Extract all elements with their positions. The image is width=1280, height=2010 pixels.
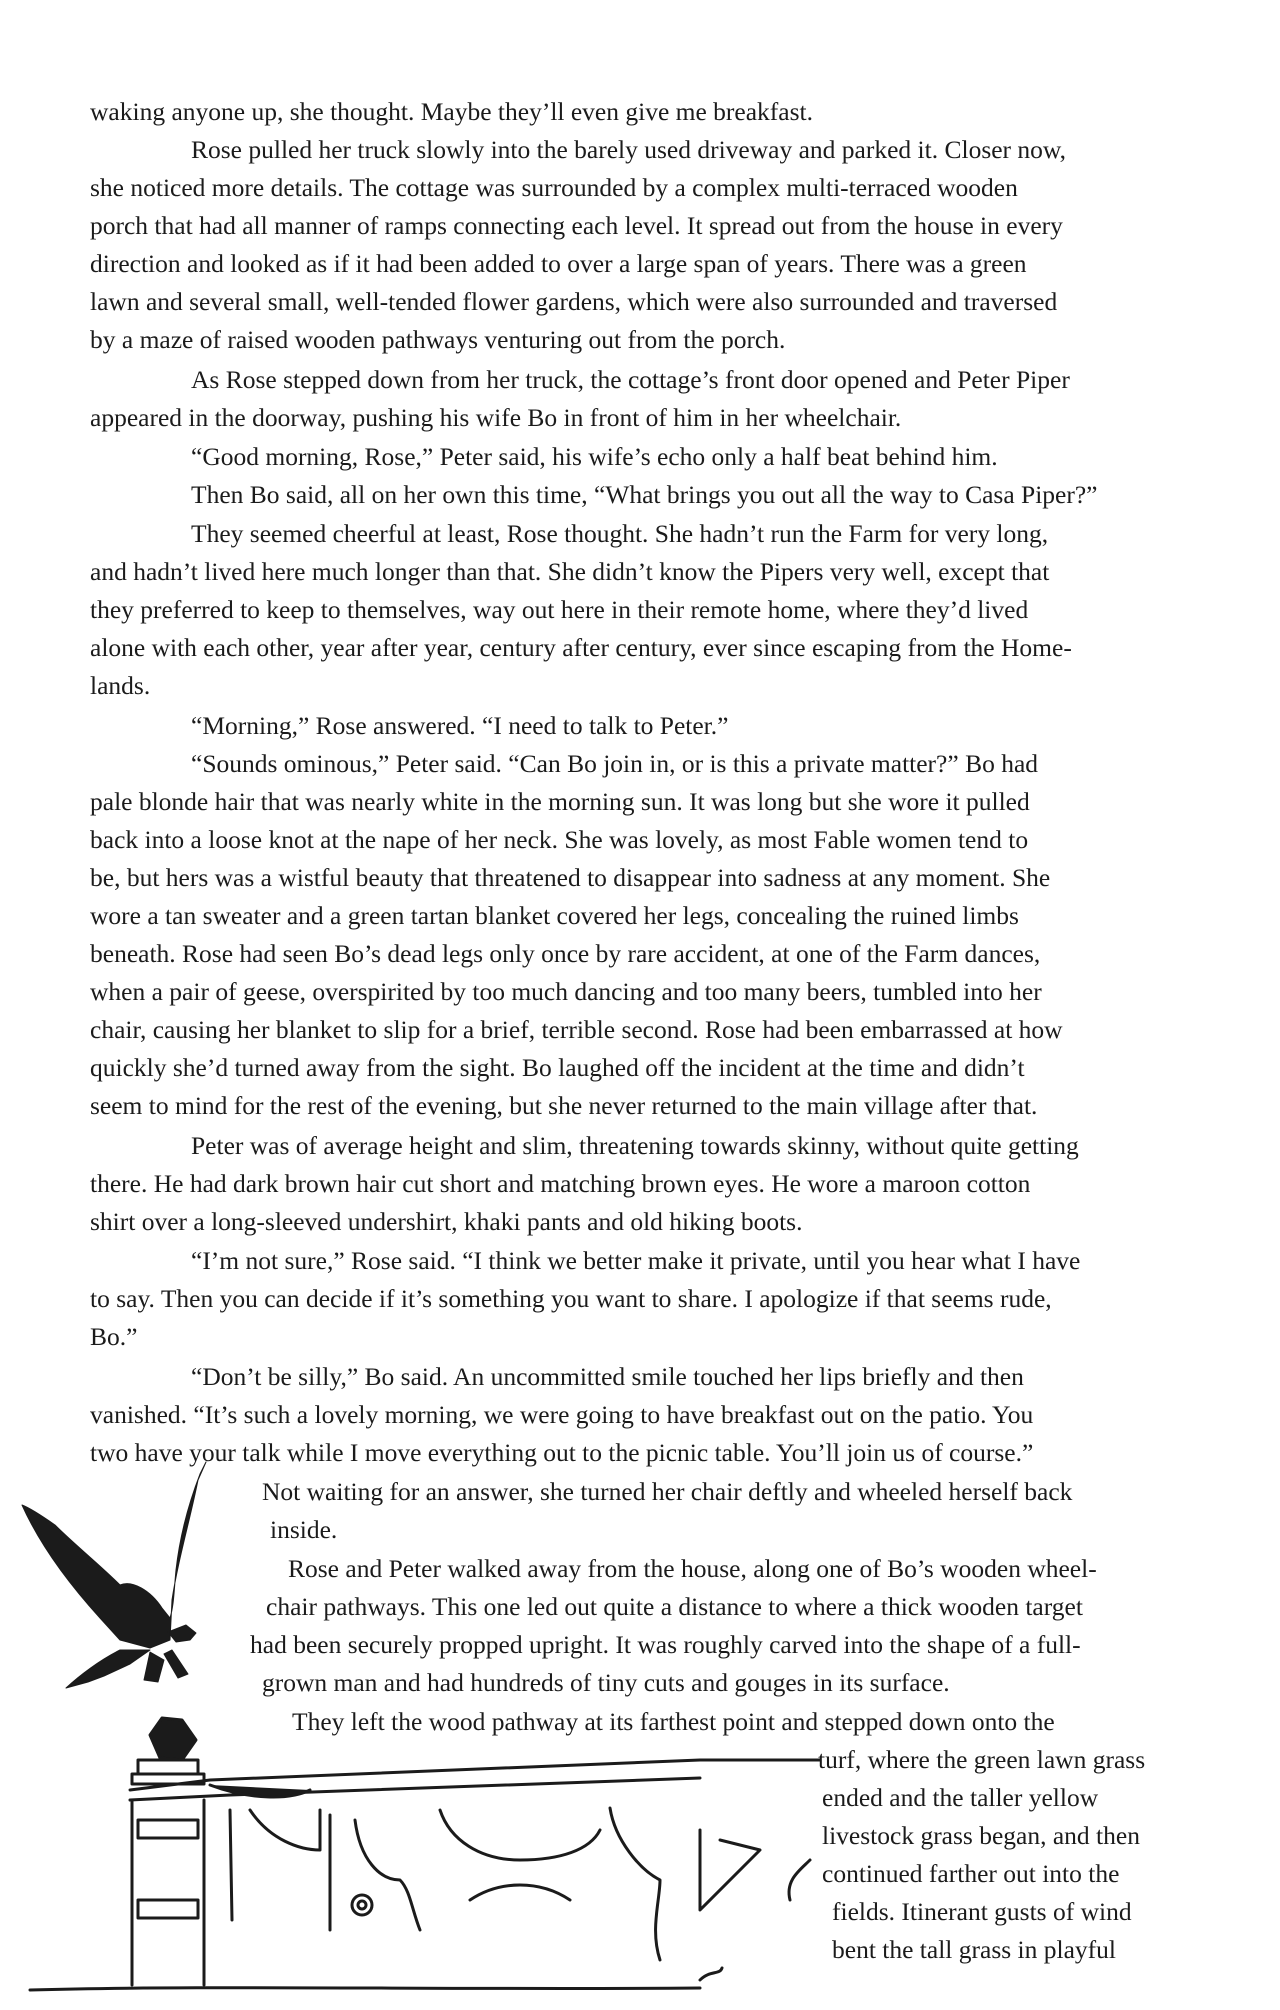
text-line: vanished. “It’s such a lovely morning, we were going to have breakfast out on the patio. You xyxy=(90,1400,1034,1429)
text-line: pale blonde hair that was nearly white in the morning sun. It was long but she wore it pulled xyxy=(90,787,1030,816)
text-line: Rose pulled her truck slowly into the barely used driveway and parked it. Closer now, xyxy=(191,135,1067,164)
text-line: Peter was of average height and slim, threatening towards skinny, without quite getting xyxy=(191,1131,1079,1160)
text-line: there. He had dark brown hair cut short and matching brown eyes. He wore a maroon cotton xyxy=(90,1169,1031,1198)
text-line: “Good morning, Rose,” Peter said, his wife’s echo only a half beat behind him. xyxy=(191,442,998,471)
text-line: lawn and several small, well-tended flower gardens, which were also surrounded and traversed xyxy=(90,287,1058,316)
text-line: As Rose stepped down from her truck, the cottage’s front door opened and Peter Piper xyxy=(191,365,1070,394)
text-line: Rose and Peter walked away from the house, along one of Bo’s wooden wheel- xyxy=(288,1554,1097,1583)
text-line: Bo.” xyxy=(90,1322,138,1351)
text-line: “Morning,” Rose answered. “I need to talk to Peter.” xyxy=(191,711,729,740)
text-line: they preferred to keep to themselves, way out here in their remote home, where they’d lived xyxy=(90,595,1029,624)
text-line: by a maze of raised wooden pathways venturing out from the porch. xyxy=(90,325,786,354)
porch-railing-icon xyxy=(30,1718,820,1990)
text-line: porch that had all manner of ramps connecting each level. It spread out from the house in every xyxy=(90,211,1063,240)
text-line: “I’m not sure,” Rose said. “I think we better make it private, until you hear what I have xyxy=(191,1246,1081,1275)
text-line: continued farther out into the xyxy=(822,1859,1120,1888)
text-line: grown man and had hundreds of tiny cuts and gouges in its surface. xyxy=(262,1668,950,1697)
text-line: quickly she’d turned away from the sight. Bo laughed off the incident at the time and didn’t xyxy=(90,1053,1025,1082)
text-line: two have your talk while I move everything out to the picnic table. You’ll join us of course.” xyxy=(90,1438,1034,1467)
text-line: fields. Itinerant gusts of wind xyxy=(832,1897,1132,1926)
text-line: “Sounds ominous,” Peter said. “Can Bo join in, or is this a private matter?” Bo had xyxy=(191,749,1039,778)
text-line: seem to mind for the rest of the evening, but she never returned to the main village after that. xyxy=(90,1091,1038,1120)
raven-railing-illustration xyxy=(0,1455,1280,2010)
text-line: bent the tall grass in playful xyxy=(832,1935,1116,1964)
text-line: livestock grass began, and then xyxy=(822,1821,1140,1850)
text-line: ended and the taller yellow xyxy=(822,1783,1099,1812)
text-line: she noticed more details. The cottage was surrounded by a complex multi-terraced wooden xyxy=(90,173,1018,202)
text-line: alone with each other, year after year, century after century, ever since escaping from the Home- xyxy=(90,633,1072,662)
text-line: waking anyone up, she thought. Maybe they’ll even give me breakfast. xyxy=(90,97,814,126)
raven-icon xyxy=(22,1462,206,1688)
text-line: chair, causing her blanket to slip for a brief, terrible second. Rose had been embarrassed at how xyxy=(90,1015,1063,1044)
text-line: chair pathways. This one led out quite a distance to where a thick wooden target xyxy=(266,1592,1083,1621)
text-line: They left the wood pathway at its farthest point and stepped down onto the xyxy=(292,1707,1055,1736)
text-line: and hadn’t lived here much longer than that. She didn’t know the Pipers very well, except that xyxy=(90,557,1050,586)
text-line: appeared in the doorway, pushing his wife Bo in front of him in her wheelchair. xyxy=(90,403,902,432)
text-line: when a pair of geese, overspirited by too much dancing and too many beers, tumbled into her xyxy=(90,977,1042,1006)
text-line: Not waiting for an answer, she turned her chair deftly and wheeled herself back xyxy=(262,1477,1073,1506)
text-line: be, but hers was a wistful beauty that threatened to disappear into sadness at any moment. She xyxy=(90,863,1051,892)
text-line: lands. xyxy=(90,671,151,700)
text-line: had been securely propped upright. It was roughly carved into the shape of a full- xyxy=(250,1630,1081,1659)
text-line: inside. xyxy=(270,1515,338,1544)
text-line: beneath. Rose had seen Bo’s dead legs only once by rare accident, at one of the Farm dances, xyxy=(90,939,1041,968)
text-line: wore a tan sweater and a green tartan blanket covered her legs, concealing the ruined limbs xyxy=(90,901,1019,930)
text-line: to say. Then you can decide if it’s something you want to share. I apologize if that seems rude, xyxy=(90,1284,1052,1313)
text-line: direction and looked as if it had been added to over a large span of years. There was a green xyxy=(90,249,1027,278)
text-line: turf, where the green lawn grass xyxy=(818,1745,1146,1774)
text-line: shirt over a long-sleeved undershirt, khaki pants and old hiking boots. xyxy=(90,1207,803,1236)
text-line: Then Bo said, all on her own this time, “What brings you out all the way to Casa Piper?” xyxy=(191,480,1098,509)
text-line: They seemed cheerful at least, Rose thought. She hadn’t run the Farm for very long, xyxy=(191,519,1049,548)
text-line: back into a loose knot at the nape of her neck. She was lovely, as most Fable women tend to xyxy=(90,825,1029,854)
text-line: “Don’t be silly,” Bo said. An uncommitted smile touched her lips briefly and then xyxy=(191,1362,1024,1391)
